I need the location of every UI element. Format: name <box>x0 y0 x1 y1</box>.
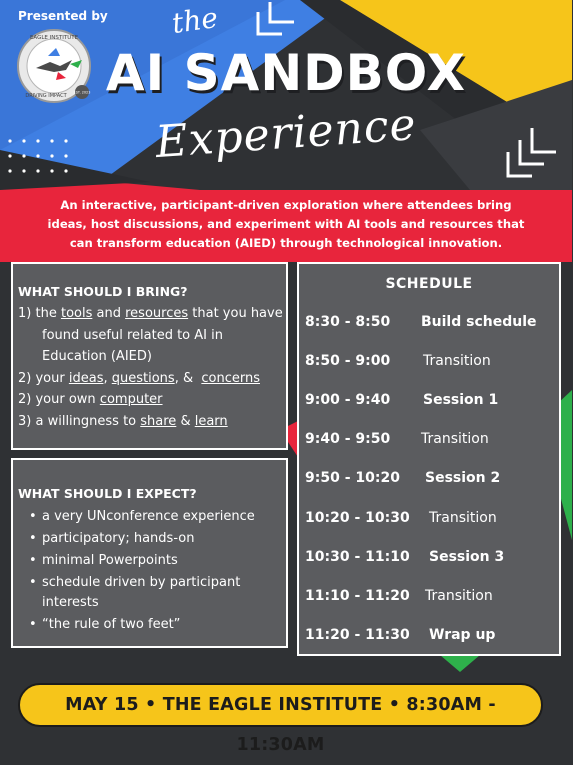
expect-list <box>18 507 286 635</box>
title-the: the <box>169 0 220 41</box>
schedule-time: 8:50 - 9:00 <box>305 353 391 369</box>
bring-panel <box>11 262 288 450</box>
logo-text-bottom: DRIVING IMPACT <box>25 93 67 99</box>
schedule-time: 11:20 - 11:30 <box>305 627 410 643</box>
schedule-time: 10:30 - 11:10 <box>305 549 410 565</box>
schedule-row <box>305 627 496 643</box>
list-item: • schedule driven by participant interests <box>18 573 286 613</box>
schedule-row <box>305 392 499 408</box>
schedule-heading: SCHEDULE <box>385 276 473 292</box>
intro-line: An interactive, participant-driven exploration where attendees bring <box>60 198 512 212</box>
logo-text-top: EAGLE INSTITUTE <box>29 35 79 41</box>
event-banner: MAY 15 • THE EAGLE INSTITUTE • 8:30AM - 11:30AM <box>18 683 543 727</box>
bring-list <box>18 303 286 432</box>
schedule-row <box>305 470 501 486</box>
schedule-time: 8:30 - 8:50 <box>305 314 391 330</box>
title-script: Experience <box>153 98 419 169</box>
schedule-label: Transition <box>421 431 489 447</box>
page-title: AI SANDBOX <box>105 44 467 102</box>
schedule-label: Transition <box>429 510 497 526</box>
bring-heading: WHAT SHOULD I BRING? <box>18 284 188 299</box>
schedule-label: Build schedule <box>421 314 537 330</box>
schedule-label: Session 3 <box>429 549 505 565</box>
list-item: • participatory; hands-on <box>18 529 286 549</box>
presented-by-label: Presented by <box>18 9 108 23</box>
schedule-time: 11:10 - 11:20 <box>305 588 410 604</box>
schedule-label: Session 2 <box>425 470 501 486</box>
schedule-time: 9:40 - 9:50 <box>305 431 391 447</box>
schedule-time: 10:20 - 10:30 <box>305 510 410 526</box>
schedule-label: Session 1 <box>423 392 499 408</box>
schedule-row <box>305 431 489 447</box>
schedule-row <box>305 549 505 565</box>
expect-heading: WHAT SHOULD I EXPECT? <box>18 486 197 501</box>
schedule-label: Transition <box>425 588 493 604</box>
schedule-time: 9:50 - 10:20 <box>305 470 400 486</box>
schedule-row <box>305 510 497 526</box>
schedule-row <box>305 353 491 369</box>
schedule-panel <box>297 262 561 656</box>
list-item: 2) your own computer <box>18 392 163 407</box>
list-item: 2) your ideas, questions, & concerns <box>18 370 260 386</box>
list-item: 1) the tools and resources that you have found useful related to AI in Education (AIED) <box>18 306 283 364</box>
intro-text <box>6 196 566 253</box>
schedule-row <box>305 588 493 604</box>
expect-panel <box>11 458 288 648</box>
list-item: 3) a willingness to share & learn <box>18 413 228 429</box>
schedule-time: 9:00 - 9:40 <box>305 392 391 408</box>
list-item: • “the rule of two feet” <box>18 615 286 635</box>
schedule-label: Wrap up <box>429 627 496 643</box>
intro-line: ideas, host discussions, and experiment with AI tools and resources that <box>47 217 525 231</box>
list-item: • a very UNconference experience <box>18 507 286 527</box>
logo-est: EST. 2023 <box>73 90 91 95</box>
list-item: • minimal Powerpoints <box>18 551 286 571</box>
schedule-label: Transition <box>423 353 491 369</box>
intro-line: can transform education (AIED) through technological innovation. <box>69 236 503 250</box>
schedule-row <box>305 314 537 330</box>
